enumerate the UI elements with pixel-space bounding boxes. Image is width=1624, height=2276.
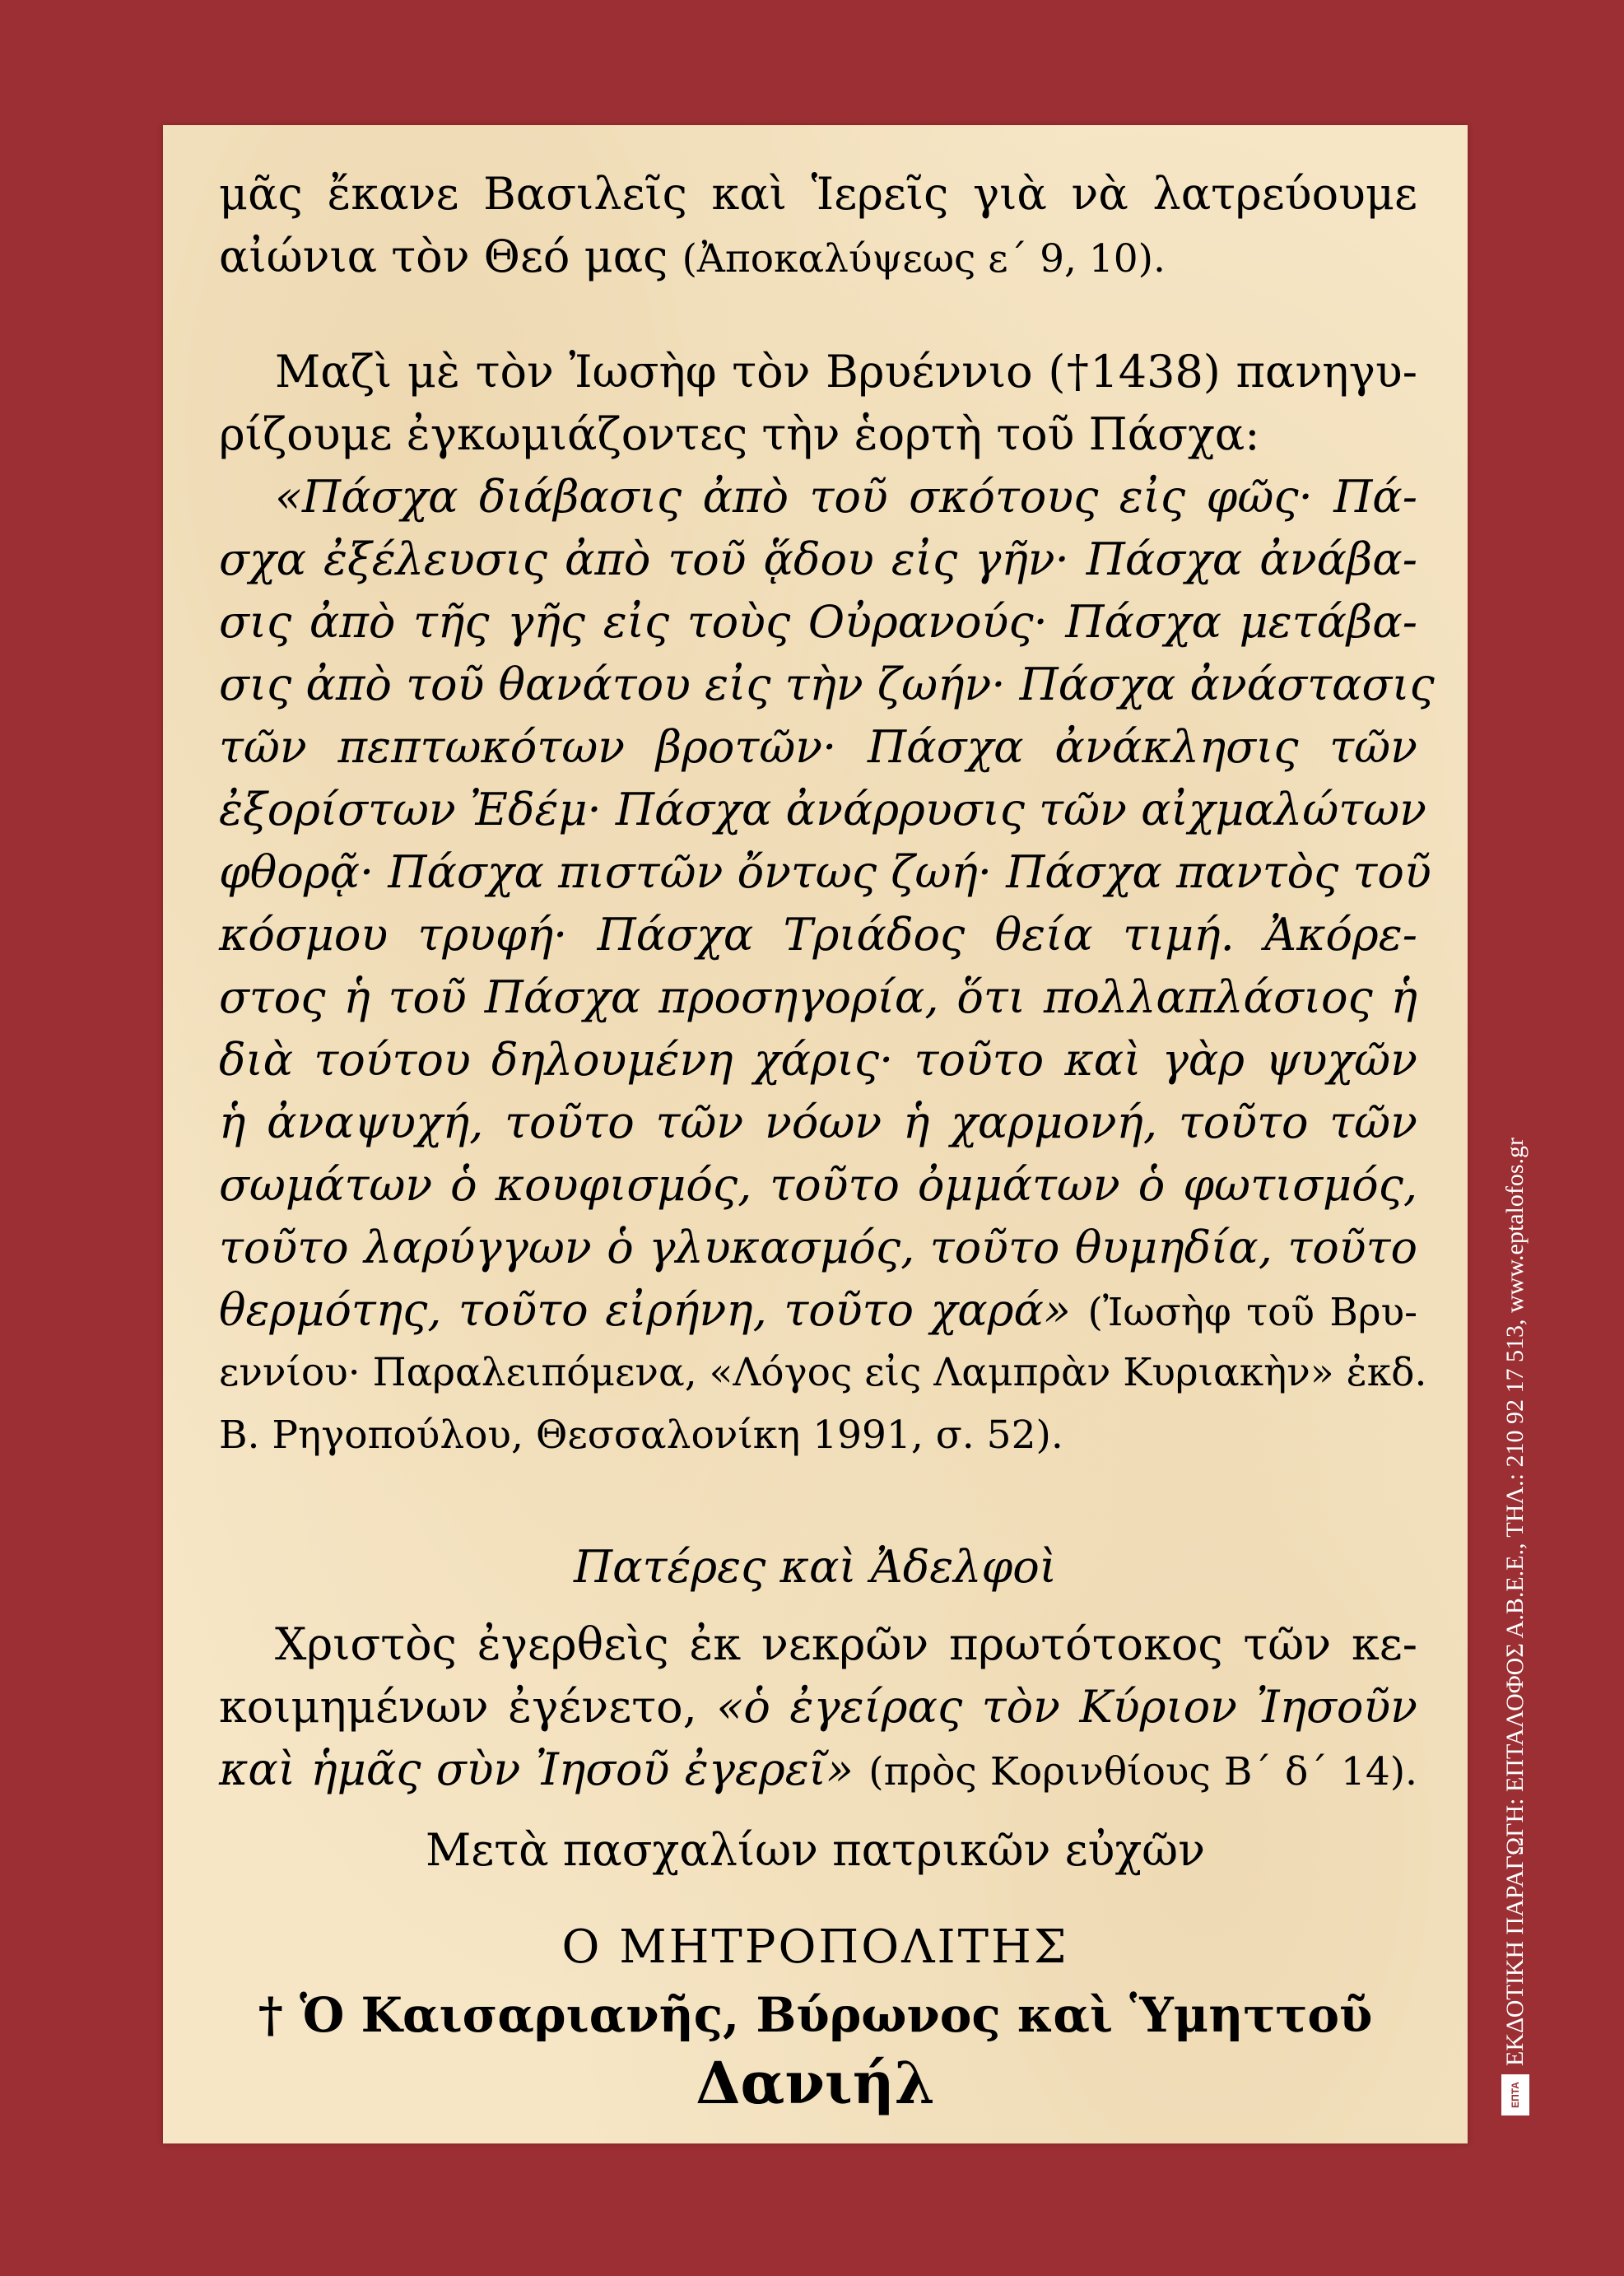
source-citation: (Ἰωσὴφ τοῦ Βρυ- <box>1087 1290 1418 1335</box>
text-line: ρίζουμε ἐγκωμιάζοντες τὴν ἑορτὴ τοῦ Πάσχα: <box>219 408 1260 460</box>
quote-line: στος ἡ τοῦ Πάσχα προσηγορία, ὅτι πολλαπλάσιος ἡ <box>219 971 1417 1023</box>
text-span: κοιμημένων ἐγένετο, <box>219 1681 697 1733</box>
signature-title: Ο ΜΗΤΡΟΠΟΛΙΤΗΣ <box>561 1920 1069 1974</box>
quote-end: θερμότης, τοῦτο εἰρήνη, τοῦτο χαρά» <box>219 1284 1071 1336</box>
quote-line: ἡ ἀναψυχή, τοῦτο τῶν νόων ἡ χαρμονή, τοῦτο τῶν <box>219 1096 1417 1148</box>
quote-line <box>219 1279 1417 1344</box>
quote-line: κόσμου τρυφή· Πάσχα Τριάδος θεία τιμή. Ἀκόρε- <box>219 909 1417 961</box>
text-line <box>219 1738 1417 1804</box>
text-line <box>219 1676 1417 1738</box>
signature-see: † Ὁ Καισαριανῆς, Βύρωνος καὶ Ὑμηττοῦ <box>258 1987 1373 2043</box>
publisher-credit-text: ΕΚΔΟΤΙΚΗ ΠΑΡΑΓΩΓΗ: ΕΠΤΑΛΟΦΟΣ Α.Β.Ε.Ε., ΤΗΛ.: 210 92 17 513, www.eptalofos.gr <box>1501 1137 1529 2066</box>
quote-line: τοῦτο λαρύγγων ὁ γλυκασμός, τοῦτο θυμηδία, τοῦτο <box>219 1222 1417 1273</box>
text-line <box>219 226 1417 291</box>
scripture-reference: (πρὸς Κορινθίους Β΄ δ΄ 14). <box>868 1749 1418 1794</box>
text-line: Μαζὶ μὲ τὸν Ἰωσὴφ τὸν Βρυέννιο (†1438) πανηγυ- <box>275 346 1417 398</box>
scripture-quote: «ὁ ἐγείρας τὸν Κύριον Ἰησοῦν <box>716 1681 1418 1733</box>
quote-line: σωμάτων ὁ κουφισμός, τοῦτο ὀμμάτων ὁ φωτισμός, <box>219 1159 1417 1211</box>
text-line: μᾶς ἔκανε Βασιλεῖς καὶ Ἱερεῖς γιὰ νὰ λατρεύουμε <box>219 168 1417 220</box>
scripture-reference: (Ἀποκαλύψεως ε΄ 9, 10). <box>682 236 1166 282</box>
scripture-quote: καὶ ἡμᾶς σὺν Ἰησοῦ ἐγερεῖ» <box>219 1743 854 1795</box>
source-citation-line: εννίου· Παραλειπόμενα, «Λόγος εἰς Λαμπρὰν Κυριακὴν» ἐκδ. <box>219 1350 1427 1395</box>
quote-line: σχα ἐξέλευσις ἀπὸ τοῦ ᾅδου εἰς γῆν· Πάσχα ἀνάβα- <box>219 533 1417 585</box>
source-citation-line: Β. Ρηγοπούλου, Θεσσαλονίκη 1991, σ. 52). <box>219 1413 1063 1458</box>
quote-line: «Πάσχα διάβασις ἀπὸ τοῦ σκότους εἰς φῶς· Πά- <box>275 471 1417 523</box>
quote-line: διὰ τούτου δηλουμένη χάρις· τοῦτο καὶ γὰρ ψυχῶν <box>219 1034 1417 1086</box>
address-heading: Πατέρες καὶ Ἀδελφοὶ <box>574 1541 1057 1593</box>
quote-line: σις ἀπὸ τοῦ θανάτου εἰς τὴν ζωήν· Πάσχα ἀνάστασις <box>219 659 1435 710</box>
quote-line: σις ἀπὸ τῆς γῆς εἰς τοὺς Οὐρανούς· Πάσχα μετάβα- <box>219 596 1417 648</box>
publisher-credit <box>1501 1004 1529 2115</box>
publisher-logo: ΕΠΤΑ <box>1501 2074 1529 2115</box>
blessing: Μετὰ πασχαλίων πατρικῶν εὐχῶν <box>425 1824 1206 1876</box>
quote-line: φθορᾷ· Πάσχα πιστῶν ὄντως ζωή· Πάσχα παντὸς τοῦ <box>219 846 1431 898</box>
signature-name: Δανιήλ <box>696 2049 935 2117</box>
quote-line: ἐξορίστων Ἐδέμ· Πάσχα ἀνάρρυσις τῶν αἰχμαλώτων <box>219 784 1426 835</box>
text-line: Χριστὸς ἐγερθεὶς ἐκ νεκρῶν πρωτότοκος τῶν κε- <box>275 1618 1417 1670</box>
text-span: αἰώνια τὸν Θεό μας <box>219 230 668 282</box>
quote-line: τῶν πεπτωκότων βροτῶν· Πάσχα ἀνάκλησις τῶν <box>219 721 1417 773</box>
